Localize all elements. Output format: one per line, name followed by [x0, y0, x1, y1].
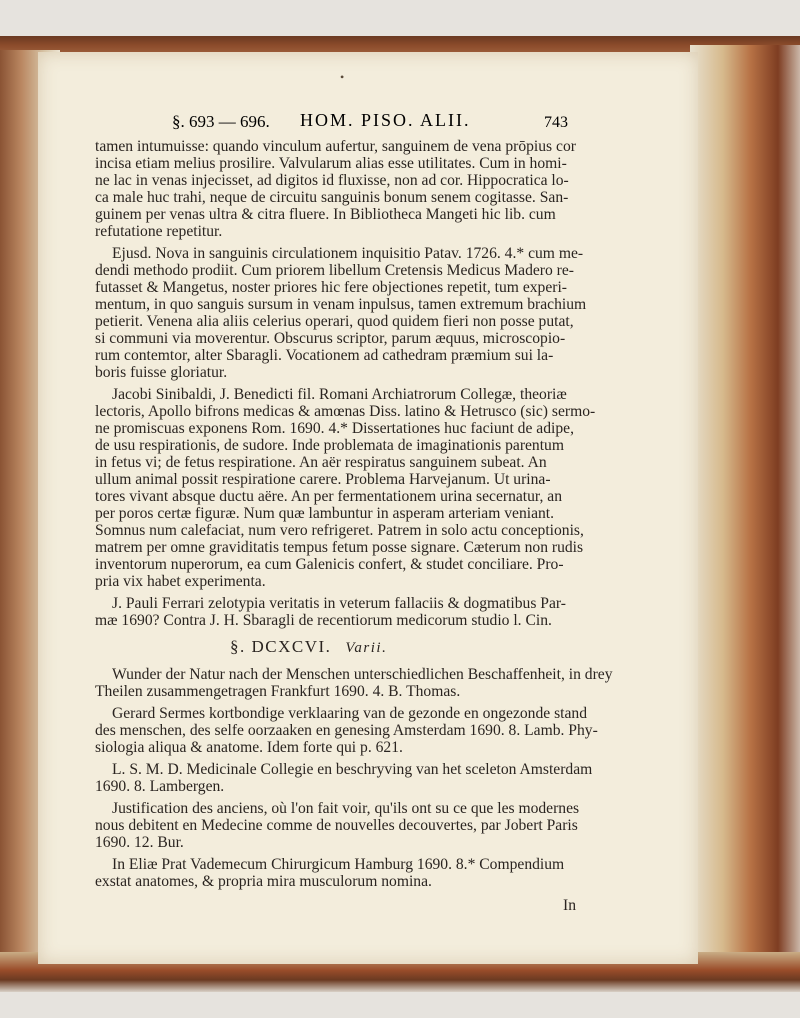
text-line: futasset & Mangetus, noster priores hic fere objectiones repetit, tum experi-: [95, 279, 567, 296]
text-line: 1690. 12. Bur.: [95, 834, 184, 851]
text-line: mæ 1690? Contra J. H. Sbaragli de recentiorum medicorum studio l. Cin.: [95, 612, 552, 629]
catchword: In: [563, 897, 576, 914]
text-line: Theilen zusammengetragen Frankfurt 1690. 4. B. Thomas.: [95, 683, 461, 700]
text-line: matrem per omne graviditatis tempus fetum posse signare. Cæterum non rudis: [95, 539, 584, 556]
text-line: in fetus vi; de fetus respiratione. An aër respiratus sanguinem subeat. An: [95, 454, 547, 471]
text-line: petierit. Venena alia aliis celerius operari, quod quidem fieri non posse putat,: [95, 313, 574, 330]
text-line: guinem per venas ultra & citra fluere. In Bibliotheca Mangeti hic lib. cum: [95, 206, 556, 223]
text-line: Justification des anciens, où l'on fait voir, qu'ils ont su ce que les modernes: [112, 800, 580, 817]
text-line: nous debitent en Medecine comme de nouvelles decouvertes, par Jobert Paris: [95, 817, 578, 834]
text-line: incisa etiam melius prosilire. Valvularum alias esse utilitates. Cum in homi-: [95, 155, 567, 172]
text-line: exstat anatomes, & propria mira musculorum nomina.: [95, 873, 432, 890]
text-line: refutatione repetitur.: [95, 223, 223, 240]
text-line: rum contemtor, alter Sbaragli. Vocationem ad cathedram præmium sui la-: [95, 347, 554, 364]
text-line: tores vivant absque ductu aëre. An per fermentationem urina secernatur, an: [95, 488, 562, 505]
text-line: de usu respirationis, de sudore. Inde problemata de imaginationis parentum: [95, 437, 564, 454]
section-heading-subtitle: Varii.: [345, 640, 388, 656]
text-line: lectoris, Apollo bifrons medicas & amœnas Diss. latino & Hetrusco (sic) sermo-: [95, 403, 596, 420]
text-line: Somnus num calefaciat, num vero refrigeret. Patrem in solo actu conceptionis,: [95, 522, 584, 539]
text-line: J. Pauli Ferrari zelotypia veritatis in veterum fallaciis & dogmatibus Par-: [112, 595, 566, 612]
text-line: dendi methodo prodiit. Cum priorem libellum Cretensis Medicus Madero re-: [95, 262, 574, 279]
section-range: §. 693 — 696.: [172, 112, 270, 131]
text-line: L. S. M. D. Medicinale Collegie en beschryving van het sceleton Amsterdam: [112, 761, 593, 778]
text-line: ca male huc trahi, neque de circuitu sanguinis bonum senem cogitasse. San-: [95, 189, 569, 206]
running-header: [172, 110, 712, 134]
text-line: siologia aliqua & anatome. Idem forte qui p. 621.: [95, 739, 403, 756]
text-line: ullum animal possit respiratione carere. Problema Harvejanum. Ut urina-: [95, 471, 551, 488]
header-title: HOM. PISO. ALII.: [300, 110, 471, 130]
text-line: tamen intumuisse: quando vinculum aufertur, sanguinem de vena prōpius cor: [95, 138, 576, 155]
text-line: si communi via moverentur. Obscurus scriptor, parum æquus, microscopio-: [95, 330, 566, 347]
text-line: inventorum nuperorum, ea cum Galenicis confert, & studet conciliare. Pro-: [95, 556, 564, 573]
text-line: Wunder der Natur nach der Menschen unterschiedlichen Beschaffenheit, in drey: [112, 666, 613, 683]
text-line: ne lac in venas injecisset, ad digitos id fluxisse, non ad cor. Hippocratica lo-: [95, 172, 569, 189]
text-line: mentum, in quo sanguis sursum in venam inpulsus, tamen extremum brachium: [95, 296, 587, 313]
page-number: 743: [544, 114, 568, 131]
text-line: Gerard Sermes kortbondige verklaaring van de gezonde en ongezonde stand: [112, 705, 588, 722]
text-line: ne promiscuas exponens Rom. 1690. 4.* Dissertationes huc faciunt de adipe,: [95, 420, 574, 437]
text-line: boris fuisse gloriatur.: [95, 364, 228, 381]
text-line: des menschen, des selfe oorzaaken en genesing Amsterdam 1690. 8. Lamb. Phy-: [95, 722, 598, 739]
text-line: 1690. 8. Lambergen.: [95, 778, 225, 795]
text-line: Ejusd. Nova in sanguinis circulationem inquisitio Patav. 1726. 4.* cum me-: [112, 245, 584, 262]
ink-spot: •: [340, 70, 345, 84]
text-line: pria vix habet experimenta.: [95, 573, 266, 590]
section-heading-label: §. DCXCVI.: [230, 637, 332, 656]
text-line: per poros certæ figuræ. Num quæ lambuntur in asperam arteriam veniant.: [95, 505, 555, 522]
right-page-edge: [690, 45, 800, 985]
text-line: In Eliæ Prat Vademecum Chirurgicum Hamburg 1690. 8.* Compendium: [112, 856, 565, 873]
text-line: Jacobi Sinibaldi, J. Benedicti fil. Romani Archiatrorum Collegæ, theoriæ: [112, 386, 567, 403]
section-heading: [230, 637, 387, 657]
